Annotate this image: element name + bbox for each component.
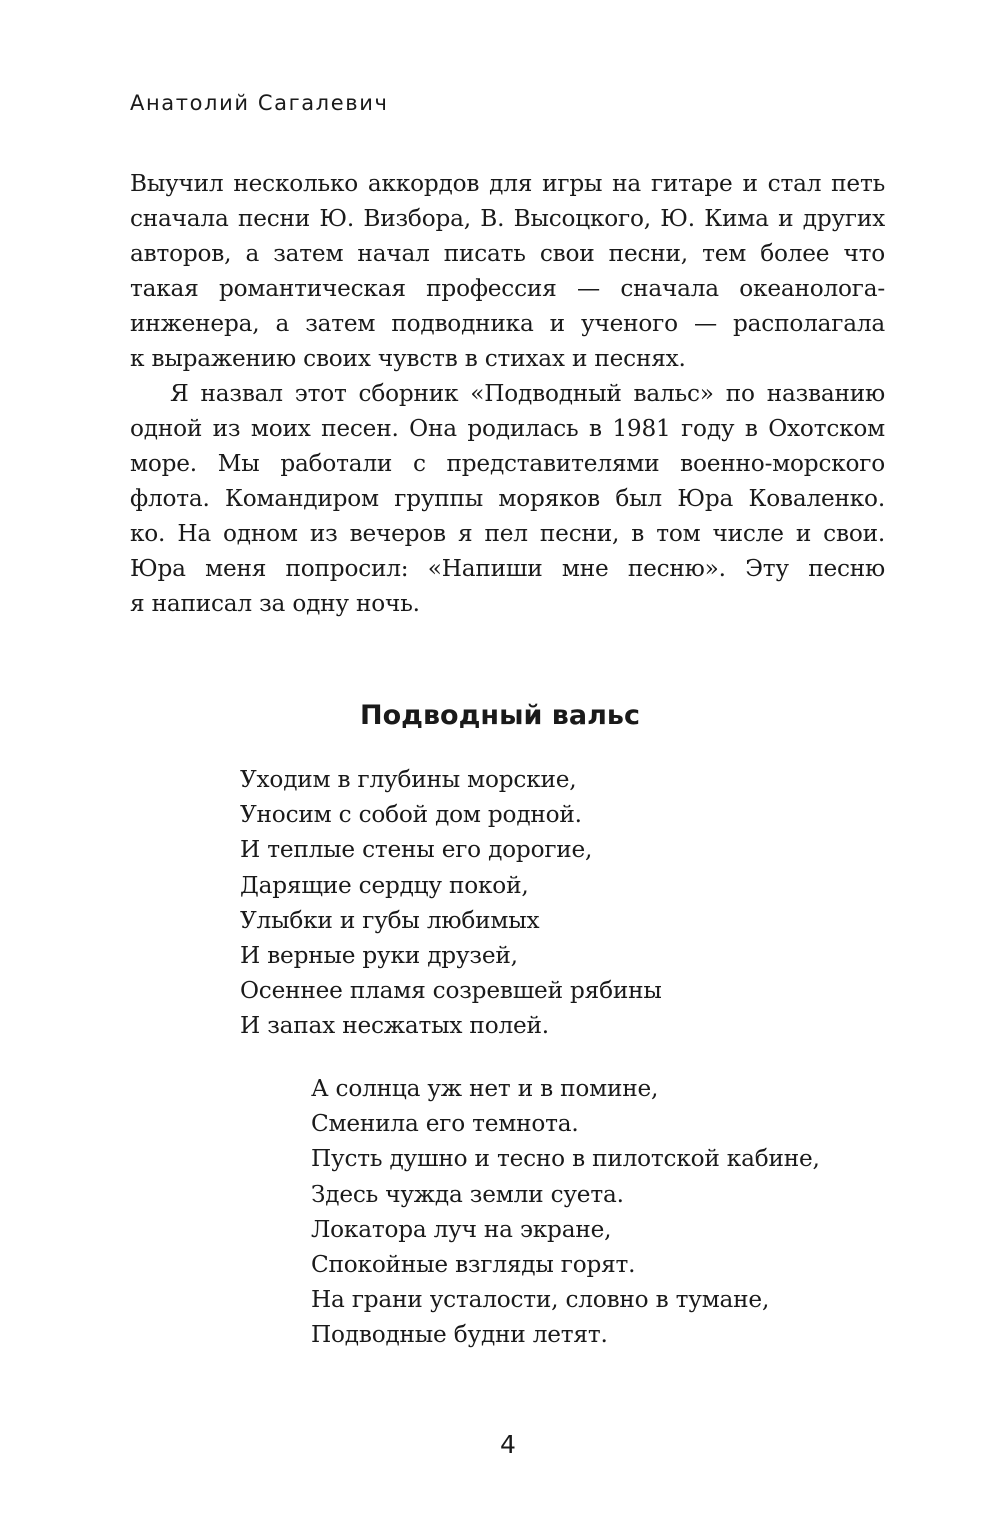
verse-line: А солнца уж нет и в помине, bbox=[311, 1075, 659, 1102]
prose-line: к выражению своих чувств в стихах и песнях. bbox=[130, 345, 686, 372]
prose-body bbox=[130, 166, 885, 621]
verse-line: Уходим в глубины морские, bbox=[240, 766, 577, 793]
verse-line: Здесь чужда земли суета. bbox=[311, 1180, 624, 1208]
prose-line: сначала песни Ю. Визбора, В. Высоцкого, Ю. Кима и других bbox=[130, 205, 885, 232]
verse-line: Спокойные взгляды горят. bbox=[311, 1250, 636, 1278]
prose-line: авторов, а затем начал писать свои песни, тем более что bbox=[130, 240, 885, 267]
prose-line: ко. На одном из вечеров я пел песни, в том числе и свои. bbox=[130, 520, 885, 547]
verse-line: И верные руки друзей, bbox=[240, 941, 518, 969]
verse-line: Уносим с собой дом родной. bbox=[240, 801, 582, 829]
prose-line: Юра меня попросил: «Напиши мне песню». Эту песню bbox=[130, 555, 885, 582]
prose-line: флота. Командиром группы моряков был Юра Коваленко. bbox=[130, 485, 885, 512]
paragraph-1 bbox=[130, 166, 885, 376]
verse-line: Подводные будни летят. bbox=[311, 1321, 608, 1349]
verse-line: Дарящие сердцу покой, bbox=[240, 871, 529, 899]
verse-line: И теплые стены его дорогие, bbox=[240, 836, 593, 864]
verse-line: Осеннее пламя созревшей рябины bbox=[240, 977, 662, 1005]
verse-line: И запах несжатых полей. bbox=[240, 1012, 549, 1040]
verse-line: На грани усталости, словно в тумане, bbox=[311, 1286, 770, 1314]
verse-line: Пусть душно и тесно в пилотской кабине, bbox=[311, 1145, 820, 1173]
paragraph-2 bbox=[130, 376, 885, 621]
page-number: 4 bbox=[500, 1430, 516, 1459]
poem-stanza-2 bbox=[311, 1071, 820, 1353]
prose-line: одной из моих песен. Она родилась в 1981 году в Охотском bbox=[130, 415, 885, 442]
prose-line: море. Мы работали с представителями военно-морского bbox=[130, 450, 885, 477]
prose-line: Я назвал этот сборник «Подводный вальс» по названию bbox=[170, 380, 885, 407]
poem-stanza-1 bbox=[240, 762, 662, 1044]
verse-line: Сменила его темнота. bbox=[311, 1110, 579, 1138]
poem-title: Подводный вальс bbox=[360, 700, 640, 731]
prose-line: такая романтическая профессия — сначала океанолога- bbox=[130, 275, 885, 302]
running-head-author: Анатолий Сагалевич bbox=[130, 91, 389, 115]
prose-line: Выучил несколько аккордов для игры на гитаре и стал петь bbox=[130, 170, 885, 197]
prose-line: я написал за одну ночь. bbox=[130, 590, 420, 617]
verse-line: Локатора луч на экране, bbox=[311, 1215, 612, 1243]
verse-line: Улыбки и губы любимых bbox=[240, 906, 540, 934]
prose-line: инженера, а затем подводника и ученого — располагала bbox=[130, 310, 885, 337]
